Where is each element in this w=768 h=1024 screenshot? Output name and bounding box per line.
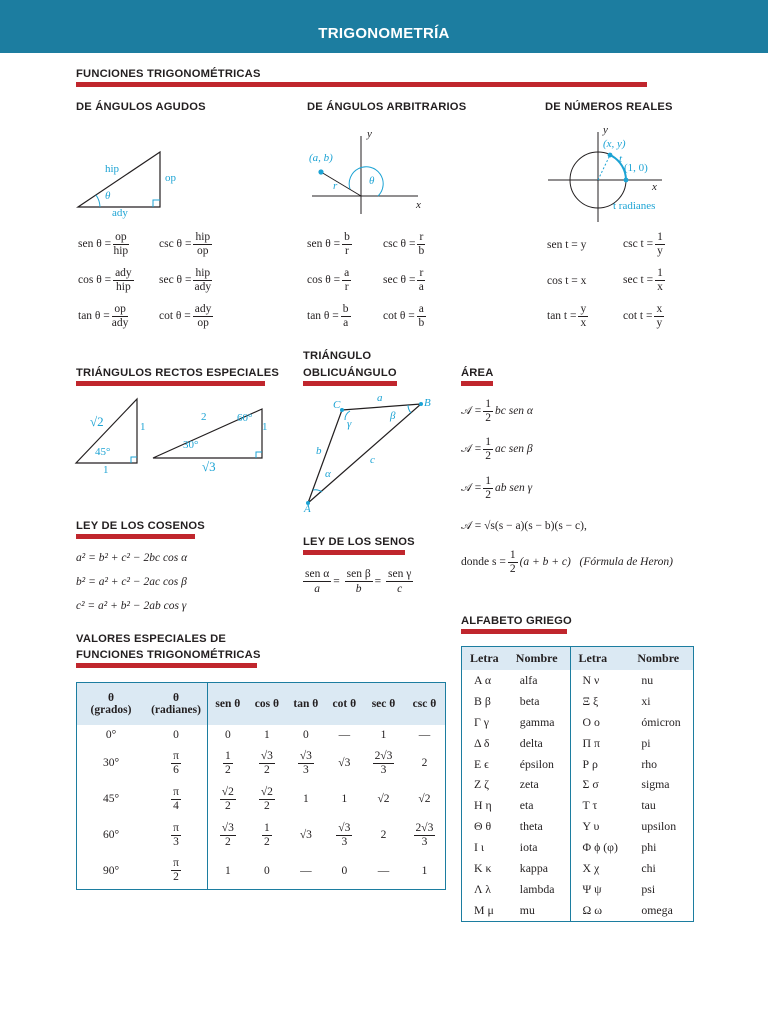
label-B: B [424,397,431,409]
real-csc: csc t = $\frac{1}{y}$ [623,231,663,257]
cell-tan [286,745,325,781]
cell-tan: 0 [302,729,309,741]
greek-letter: Ι ι [474,840,485,855]
greek-name: delta [508,733,570,754]
greek-letter: Ψ ψ [582,881,602,896]
greek-letter: Λ λ [474,881,491,896]
arbitrary-title: DE ÁNGULOS ARBITRARIOS [307,101,467,113]
cell-rad [145,745,208,781]
cell-cos [248,745,286,781]
fraction-denominator: 3 [380,763,387,776]
label-t-radianes: t radianes [613,200,656,212]
cell-sec: 2 [380,829,387,841]
label-c: c [370,454,375,466]
label-b: b [316,445,322,457]
fraction-numerator: 2√3 [415,821,434,834]
area-formula-2: 𝒜 = $\frac{1}{2}$ ac sen β [461,436,533,462]
label-hip: hip [105,163,120,175]
cell-csc: — [418,729,431,741]
fraction-denominator: 3 [173,835,179,848]
greek-header-letter: Letra [570,647,629,671]
real-title: DE NÚMEROS REALES [545,101,673,113]
area-formula-1: 𝒜 = $\frac{1}{2}$ bc sen α [461,398,533,424]
label-beta: β [390,410,396,422]
fraction-numerator: π [173,821,179,834]
fraction-denominator: 2 [264,799,270,812]
cell-rad [145,781,208,817]
greek-letter: Τ τ [582,798,598,813]
cell-cot: √3 [338,757,351,769]
values-title-2: FUNCIONES TRIGONOMÉTRICAS [76,649,261,661]
label-xy: (x, y) [603,138,626,150]
greek-row [462,774,694,795]
values-row [77,817,446,853]
label-t: t [619,153,623,165]
section-funciones-title: FUNCIONES TRIGONOMÉTRICAS [76,68,261,80]
special-title: TRIÁNGULOS RECTOS ESPECIALES [76,367,280,379]
greek-name: theta [508,816,570,837]
label-60: 60° [237,412,253,424]
real-sec: sec t = $\frac{1}{x}$ [623,267,663,293]
section-rule [303,550,405,555]
fraction-numerator: π [173,785,179,798]
greek-letter: Μ μ [474,902,494,917]
label-30: 30° [183,439,199,451]
greek-letter: Θ θ [474,819,492,834]
real-tan: tan t = $\frac{y}{x}$ [547,303,587,329]
cell-csc: 1 [421,864,428,877]
label-C: C [333,399,341,411]
greek-row [462,858,694,879]
cell-cos: 0 [264,864,270,877]
col-cot: cot θ [326,683,364,726]
greek-row [462,712,694,733]
fraction-numerator: π [173,749,179,762]
greek-name: phi [641,840,657,855]
cell-csc: √2 [418,793,431,805]
col-csc: csc θ [404,683,446,726]
cosine-law-3: c² = a² + b² − 2ab cos γ [76,600,187,612]
fraction-denominator: 2 [224,799,231,812]
special-values-table [76,682,446,890]
greek-row [462,733,694,754]
label-alpha: α [325,468,331,480]
cosine-law-2: b² = a² + c² − 2ac cos β [76,576,187,588]
cell-rad: 0 [145,725,208,745]
cell-deg: 45° [102,793,120,805]
greek-title: ALFABETO GRIEGO [461,615,572,627]
cell-cot: — [338,729,351,741]
cell-rad [145,853,208,889]
label-sqrt3: √3 [202,459,216,474]
acute-cot: cot θ = ady op [159,303,212,329]
greek-name: upsilon [641,819,677,834]
arb-cos: cos θ = $\frac{a}{r}$ [307,267,350,293]
greek-header-name: Nombre [508,647,570,671]
acute-title: DE ÁNGULOS AGUDOS [76,101,206,113]
cell-sen [208,781,248,817]
values-row [77,745,446,781]
greek-letter: Δ δ [474,735,490,750]
greek-name: omega [641,902,673,917]
label-ab: (a, b) [309,152,333,164]
section-rule [76,381,265,386]
cell-deg: 0° [105,729,117,741]
label-one-side2: 1 [262,421,268,433]
label-one-zero: (1, 0) [624,162,648,174]
sines-title: LEY DE LOS SENOS [303,536,415,548]
greek-letter: Κ κ [474,860,492,875]
section-rule [303,381,397,386]
area-donde: donde s = $\frac{1}{2}$ (a + b + c) (Fórmula de Heron) [461,549,673,575]
real-sen: sen t = y [547,239,587,251]
cell-deg: 90° [102,864,120,877]
greek-letter: Η η [474,798,492,813]
greek-row [462,754,694,775]
label-op: op [165,172,176,184]
cell-csc [404,817,446,853]
label-one-side: 1 [140,421,146,433]
label-r: r [333,180,338,192]
cosine-law-1: a² = b² + c² − 2bc cos α [76,552,188,564]
col-sen: sen θ [208,683,248,726]
label-one-base: 1 [103,464,109,476]
greek-name: sigma [641,777,670,792]
fraction-numerator: π [173,857,179,870]
greek-name: épsilon [508,754,570,775]
greek-letter: Ξ ξ [582,693,599,708]
col-sec: sec θ [363,683,404,726]
greek-name: ómicron [641,714,681,729]
fraction-denominator: 2 [264,835,270,848]
greek-row [462,816,694,837]
greek-name: zeta [508,774,570,795]
acute-sec: sec θ = hip ady [159,267,212,293]
cell-cos [248,817,286,853]
cell-sen [208,817,248,853]
greek-letter: Ω ω [582,902,602,917]
greek-name: kappa [508,858,570,879]
greek-header-name: Nombre [629,647,693,671]
area-formula-3: 𝒜 = $\frac{1}{2}$ ab sen γ [461,475,533,501]
greek-letter: Ζ ζ [474,777,490,792]
page-title: TRIGONOMETRÍA [318,25,450,42]
label-x-axis-real: x [652,181,657,193]
cell-cos [248,781,286,817]
greek-letter: Φ ϕ (φ) [582,840,618,855]
greek-name: xi [641,693,651,708]
label-gamma: γ [347,418,352,430]
col-tan: tan θ [286,683,325,726]
values-row [77,725,446,745]
label-theta-arb: θ [369,175,375,187]
acute-sen: sen θ = op hip [78,231,129,257]
fraction-denominator: 3 [341,835,348,848]
section-rule [461,381,493,386]
cell-sen: 0 [224,729,231,741]
values-title-1: VALORES ESPECIALES DE [76,633,227,645]
cell-cot: 0 [341,864,348,877]
label-y-axis-real: y [603,124,608,136]
greek-letter: Ο ο [582,714,600,729]
area-formula-heron: 𝒜 = √s(s − a)(s − b)(s − c), [461,520,587,532]
fraction-denominator: 2 [224,835,231,848]
real-cot: cot t = $\frac{x}{y}$ [623,303,663,329]
fraction-denominator: 3 [302,763,309,776]
fraction-denominator: 2 [173,871,179,884]
fraction-denominator: 2 [224,763,231,776]
fraction-numerator: 2√3 [374,749,393,762]
label-theta: θ [105,190,111,202]
greek-name: rho [641,756,658,771]
greek-name: beta [508,691,570,712]
label-y-axis: y [367,128,372,140]
arb-cot: cot θ = $\frac{a}{b}$ [383,303,425,329]
section-rule [76,534,195,539]
greek-letter: Υ υ [582,819,600,834]
greek-row [462,691,694,712]
values-row [77,853,446,889]
label-A: A [304,503,311,515]
cell-csc: 2 [421,757,428,769]
sine-law: sen α a= sen β b= sen γ c [305,568,412,595]
greek-letter: Ε ϵ [474,756,489,771]
label-x-axis: x [416,199,421,211]
cell-sen [208,745,248,781]
oblique-title-1: TRIÁNGULO [303,350,372,362]
real-cos: cos t = x [547,275,587,287]
greek-letter: Χ χ [582,860,600,875]
greek-name: mu [508,900,570,921]
fraction-numerator: √2 [221,785,234,798]
acute-tan: tan θ = op ady [78,303,129,329]
cell-sen: 1 [224,864,231,877]
greek-letter: Α α [474,672,491,687]
cell-rad [145,817,208,853]
fraction-denominator: 4 [173,799,179,812]
greek-name: eta [508,795,570,816]
greek-row [462,795,694,816]
cosines-title: LEY DE LOS COSENOS [76,520,205,532]
fraction-numerator: √3 [260,749,273,762]
greek-name: lambda [508,879,570,900]
label-two: 2 [201,411,207,423]
fraction-numerator: 1 [264,821,270,834]
cell-sec [363,745,404,781]
cell-tan: √3 [299,829,312,841]
greek-name: chi [641,860,656,875]
fraction-numerator: √3 [338,821,351,834]
greek-header-letter: Letra [462,647,508,671]
arb-csc: csc θ = $\frac{r}{b}$ [383,231,425,257]
greek-row [462,837,694,858]
cell-deg: 30° [102,757,120,769]
oblique-title-2: OBLICUÁNGULO [303,367,397,379]
fraction-denominator: 6 [173,763,179,776]
label-ady: ady [112,207,128,219]
col-radianes: θ (radianes) [145,683,208,726]
greek-alphabet-table [461,646,694,922]
cell-sec: √2 [377,793,390,805]
col-cos: cos θ [248,683,286,726]
fraction-numerator: √2 [260,785,273,798]
greek-letter: Π π [582,735,600,750]
greek-row [462,670,694,691]
acute-csc: csc θ = hip op [159,231,211,257]
greek-name: gamma [508,712,570,733]
section-rule [76,663,257,668]
fraction-numerator: 1 [224,749,231,762]
greek-row [462,879,694,900]
greek-name: alfa [508,670,570,691]
area-title: ÁREA [461,367,494,379]
cell-cos: 1 [264,729,270,741]
values-row [77,781,446,817]
arb-tan: tan θ = $\frac{b}{a}$ [307,303,349,329]
greek-letter: Ν ν [582,672,600,687]
greek-name: nu [641,672,654,687]
greek-name: pi [641,735,651,750]
greek-name: iota [508,837,570,858]
greek-name: tau [641,798,656,813]
fraction-numerator: √3 [299,749,312,762]
section-rule [461,629,567,634]
greek-name: psi [641,881,656,896]
cell-sec: 1 [380,729,387,741]
arb-sec: sec θ = $\frac{r}{a}$ [383,267,424,293]
arb-sen: sen θ = $\frac{b}{r}$ [307,231,350,257]
label-45: 45° [95,446,111,458]
label-sqrt2: √2 [90,414,104,429]
greek-letter: Ρ ρ [582,756,598,771]
cell-cot [326,817,364,853]
cell-sec: — [377,864,390,877]
greek-letter: Σ σ [582,777,599,792]
fraction-denominator: 3 [421,835,428,848]
cell-tan: — [300,864,312,877]
greek-letter: Γ γ [474,714,489,729]
greek-row [462,900,694,921]
fraction-numerator: √3 [221,821,234,834]
col-grados: θ (grados) [77,683,146,726]
cell-deg: 60° [102,829,120,841]
cell-tan: 1 [302,793,309,805]
acute-cos: cos θ = ady hip [78,267,132,293]
greek-letter: Β β [474,693,491,708]
cell-cot: 1 [341,793,348,805]
label-a: a [377,392,383,404]
fraction-denominator: 2 [264,763,270,776]
